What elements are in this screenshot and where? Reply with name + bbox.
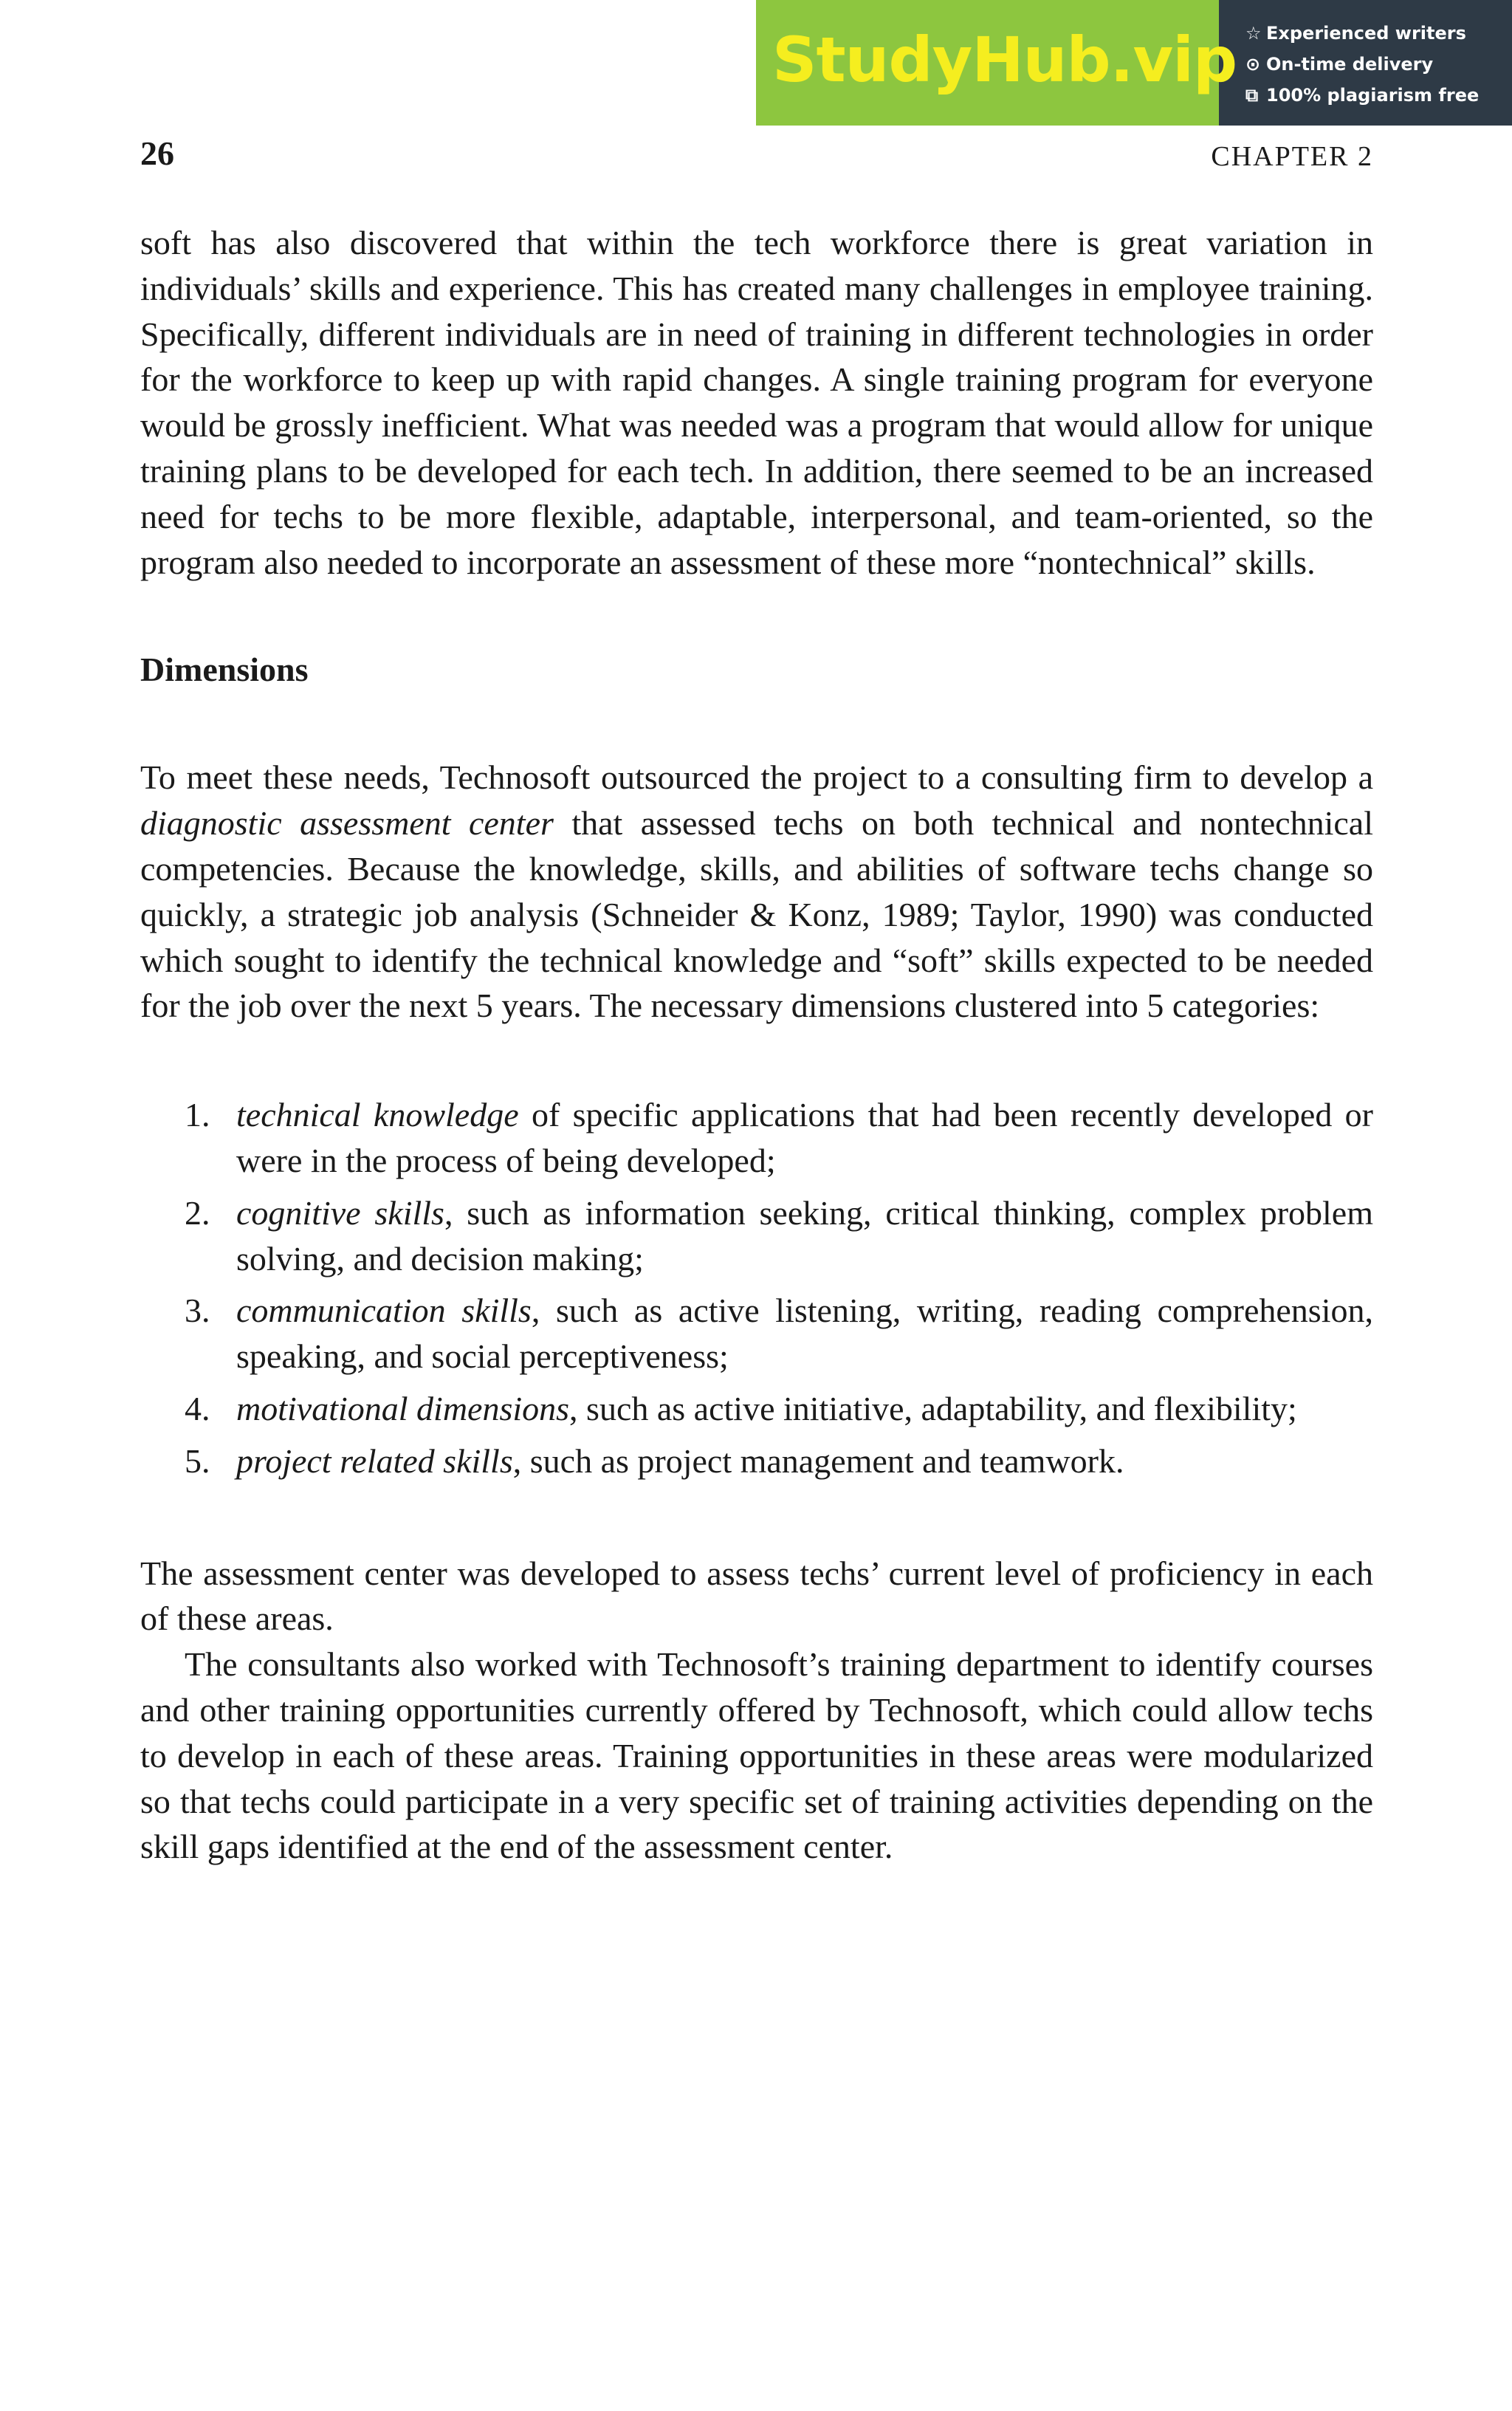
feature-label: Experienced writers xyxy=(1266,23,1466,44)
chapter-label: CHAPTER 2 xyxy=(1211,141,1373,172)
page-number: 26 xyxy=(140,134,174,172)
watermark-banner xyxy=(756,0,1512,126)
list-item xyxy=(140,1438,1373,1484)
section-heading: Dimensions xyxy=(140,651,309,689)
feature-list xyxy=(1219,0,1512,126)
list-term: technical knowledge xyxy=(236,1096,519,1134)
feature-item xyxy=(1245,80,1512,111)
logo-text: StudyHub.vip xyxy=(772,24,1237,96)
dimensions-list xyxy=(140,1092,1373,1484)
list-number: 3. xyxy=(185,1292,210,1330)
list-term: cognitive skills xyxy=(236,1193,444,1232)
list-item xyxy=(140,1288,1373,1379)
list-item xyxy=(140,1190,1373,1282)
intro-paragraph: soft has also discovered that within the tech workforce there is great variation in individuals’ skills and experience. This has created many challenges in employee training. Specifically, different individuals are in need of training in different technologies in order for the workforce to keep up with rapid changes. A single training program for everyone would be grossly inefficient. What was needed was a program that would allow for unique training plans to be developed for each tech. In addition, there seemed to be an increased need for techs to be more flexible, adaptable, interpersonal, and team-oriented, so the program also needed to incorporate an assessment of these more “nontechnical” skills. xyxy=(140,224,1373,581)
copy-icon: ⧉ xyxy=(1245,85,1259,106)
feature-item xyxy=(1245,18,1512,49)
list-term: communication skills xyxy=(236,1292,532,1330)
list-text: , such as information seeking, critical thinking, complex problem solving, and decision making; xyxy=(236,1193,1373,1277)
paragraph-text: To meet these needs, Technosoft outsourced the project to a consulting firm to develop a xyxy=(140,758,1373,797)
running-head xyxy=(140,131,1373,176)
closing-paragraph: The assessment center was developed to assess techs’ current level of proficiency in each of these areas. xyxy=(140,1554,1373,1638)
clock-icon: ⊙ xyxy=(1245,54,1261,75)
list-item xyxy=(140,1386,1373,1432)
page-body xyxy=(140,220,1373,1870)
list-text: , such as active initiative, adaptability, and flexibility; xyxy=(569,1389,1297,1427)
paragraph-text: that assessed techs on both technical and nontechnical competencies. Because the knowledge, skills, and abilities of software techs change so quickly, a strategic job analysis (Schneider & Konz, 1989; Taylor, 1990) was conducted which sought to identify the technical knowledge and “soft” skills expected to be needed for the job over the next 5 years. The necessary dimensions clustered into 5 categories: xyxy=(140,804,1373,1025)
feature-item xyxy=(1245,49,1512,80)
emphasized-term: diagnostic assessment center xyxy=(140,804,554,843)
list-number: 5. xyxy=(185,1441,210,1480)
list-number: 2. xyxy=(185,1193,210,1232)
dimensions-paragraph xyxy=(140,755,1373,1029)
list-item xyxy=(140,1092,1373,1184)
list-term: motivational dimensions xyxy=(236,1389,570,1427)
feature-label: On-time delivery xyxy=(1266,54,1434,75)
list-text: of specific applications that had been recently developed or were in the process of being developed; xyxy=(236,1096,1373,1179)
list-number: 1. xyxy=(185,1096,210,1134)
list-text: , such as project management and teamwork. xyxy=(512,1441,1124,1480)
feature-label: 100% plagiarism free xyxy=(1266,85,1480,106)
list-term: project related skills xyxy=(236,1441,513,1480)
closing-paragraph: The consultants also worked with Technosoft’s training department to identify courses and other training opportunities currently offered by Technosoft, which could allow techs to develop in each of these areas. Training opportunities in these areas were modularized so that techs could participate in a very specific set of training activities depending on the skill gaps identified at the end of the assessment center. xyxy=(140,1645,1373,1866)
studyhub-logo xyxy=(756,0,1237,126)
list-text: , such as active listening, writing, reading comprehension, speaking, and social perceptiveness; xyxy=(236,1292,1373,1376)
star-icon: ☆ xyxy=(1245,23,1262,44)
list-number: 4. xyxy=(185,1389,210,1427)
